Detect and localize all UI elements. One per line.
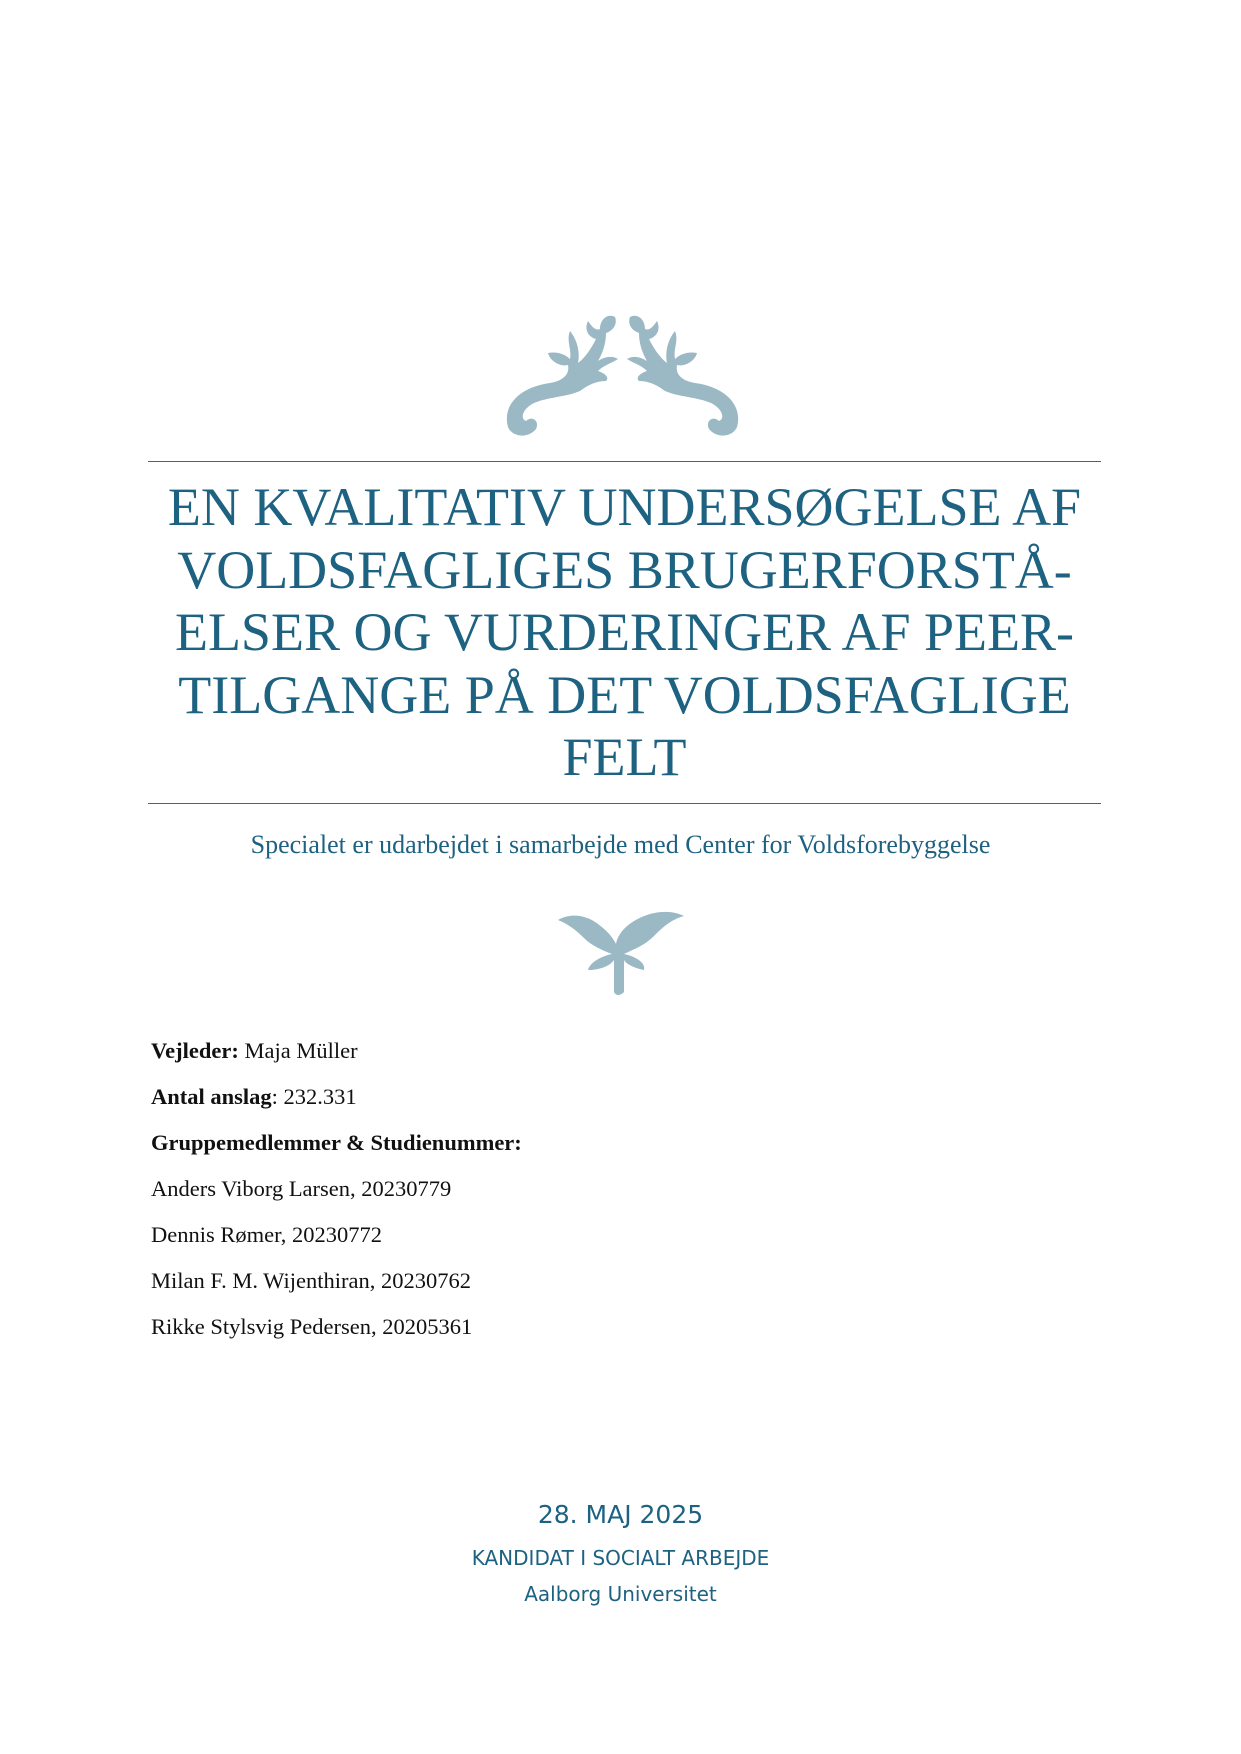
title-line: VOLDSFAGLIGES BRUGERFORSTÅ- — [177, 539, 1072, 600]
chars-label: Antal anslag — [151, 1084, 272, 1109]
top-divider — [148, 461, 1101, 462]
supervisor-label: Vejleder: — [151, 1038, 239, 1063]
subtitle: Specialet er udarbejdet i samarbejde med Center for Voldsforebyggelse — [250, 830, 991, 859]
members-heading — [151, 1128, 522, 1174]
bottom-divider — [148, 803, 1101, 804]
floral-ornament-top — [500, 305, 745, 440]
members-label: Gruppemedlemmer & Studienummer: — [151, 1130, 522, 1155]
supervisor-name: Maja Müller — [244, 1038, 358, 1063]
title-line: EN KVALITATIV UNDERSØGELSE AF — [167, 477, 1082, 537]
chars-separator: : — [271, 1084, 278, 1109]
title-line: ELSER OG VURDERINGER AF PEER- — [174, 602, 1075, 662]
member-item: Dennis Rømer, 20230772 — [151, 1222, 382, 1247]
date: 28. MAJ 2025 — [537, 1500, 704, 1529]
leaf-ornament — [558, 910, 684, 995]
supervisor-row — [151, 1036, 522, 1082]
member-item: Milan F. M. Wijenthiran, 20230762 — [151, 1268, 471, 1293]
title-line: TILGANGE PÅ DET VOLDSFAGLIGE — [178, 664, 1071, 725]
title-line: FELT — [562, 727, 687, 787]
university: Aalborg Universitet — [524, 1582, 717, 1606]
program: KANDIDAT I SOCIALT ARBEJDE — [471, 1546, 770, 1570]
chars-row — [151, 1082, 522, 1128]
member-item: Rikke Stylsvig Pedersen, 20205361 — [151, 1314, 473, 1339]
document-title — [140, 476, 1109, 789]
chars-value: 232.331 — [283, 1084, 357, 1109]
info-block — [151, 1036, 522, 1358]
member-item: Anders Viborg Larsen, 20230779 — [151, 1176, 452, 1201]
